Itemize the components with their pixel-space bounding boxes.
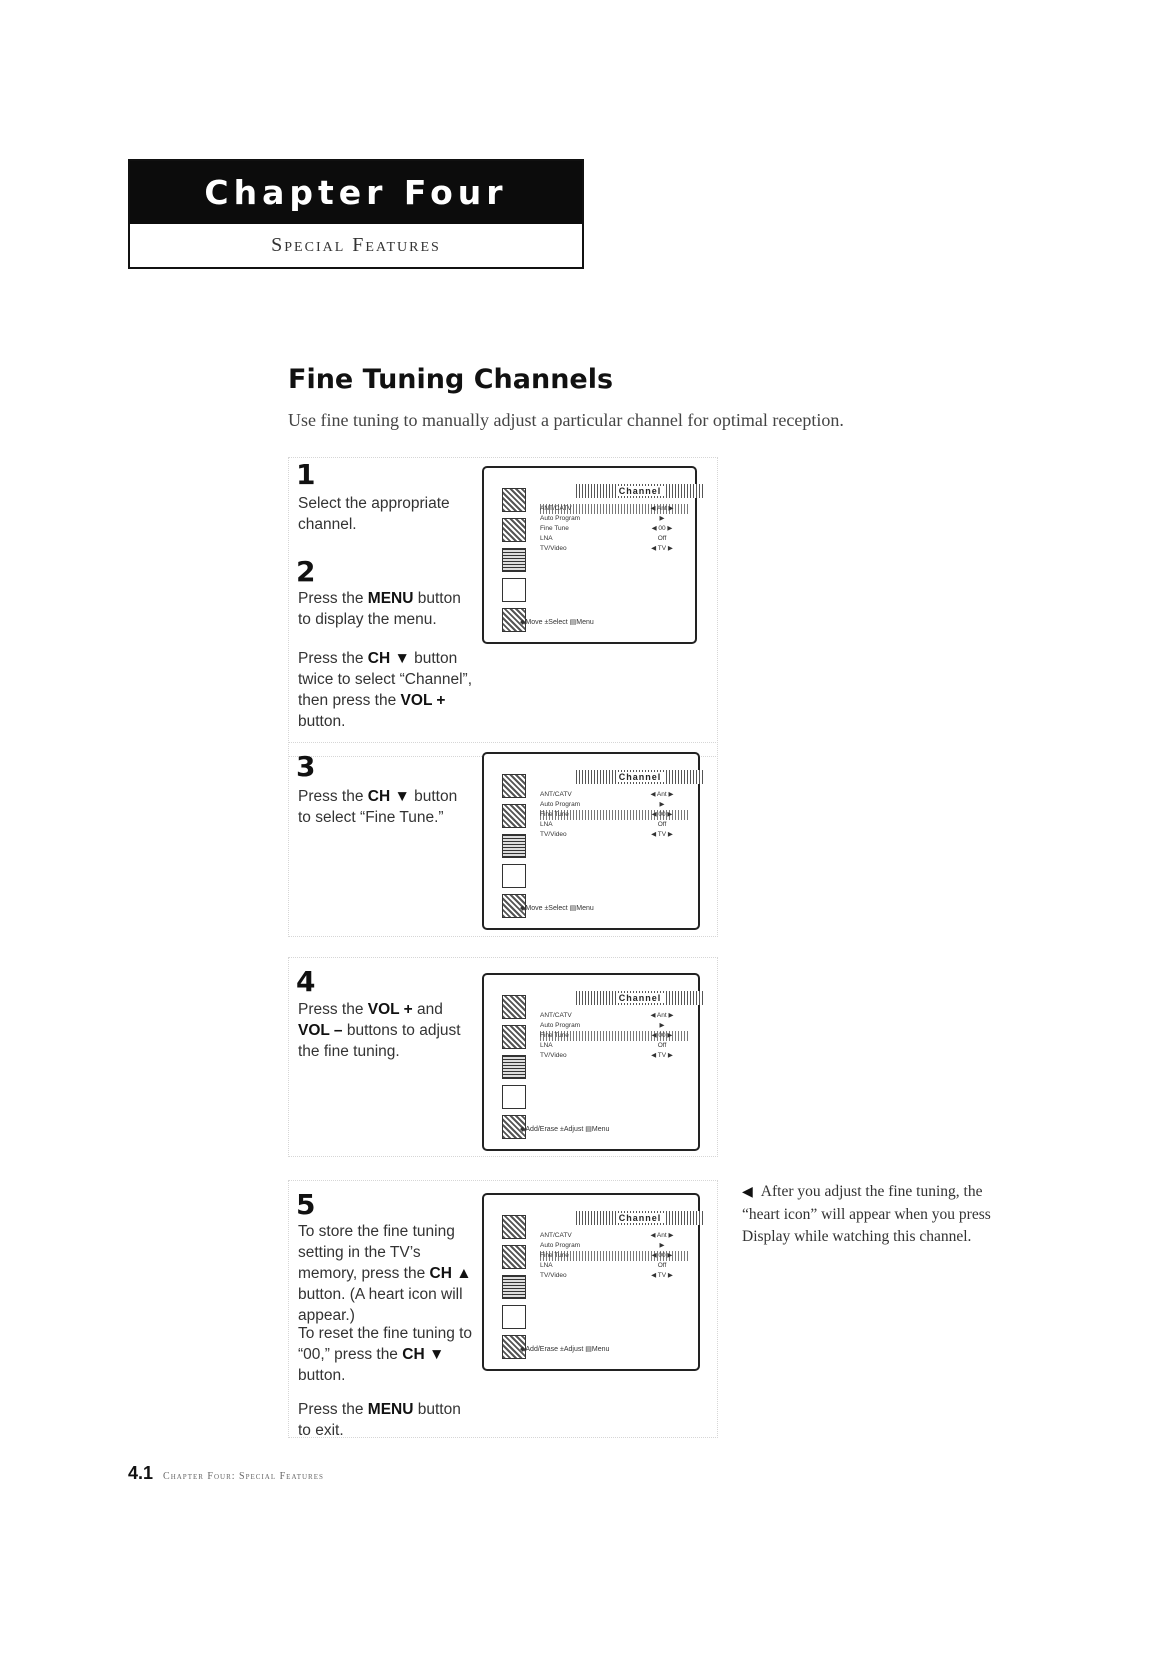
vol-down-label: VOL – — [298, 1022, 343, 1039]
sound-icon — [502, 1245, 526, 1269]
chapter-subtitle: Special Features — [271, 234, 441, 256]
menu-icon-column — [502, 1215, 526, 1365]
picture-icon — [502, 995, 526, 1019]
ch-down-label: CH ▼ — [367, 788, 410, 805]
step-3-text: Press the CH ▼ button to select “Fine Tune.” — [298, 788, 458, 826]
menu-row: ANT/CATV ◀ Ant ▶ — [540, 1232, 674, 1239]
sound-icon — [502, 804, 526, 828]
menu-icon-column — [502, 995, 526, 1145]
menu-row: LNA Off — [540, 821, 667, 828]
step-number: 1 — [296, 458, 316, 491]
side-note — [742, 1181, 1012, 1248]
menu-row: LNA Off — [540, 1042, 667, 1049]
page-number: 4.1 — [128, 1463, 154, 1483]
chapter-title: Chapter Four — [130, 161, 582, 224]
step-5-text-a: To store the fine tuning setting in the TV’s memory, press the CH ▲ button. (A heart icon will appear.) — [298, 1223, 472, 1324]
menu-legend: ◆Add/Erase ±Adjust ▤Menu — [520, 1126, 610, 1133]
menu-icon-column — [502, 774, 526, 924]
step-2-text-a: Press the MENU button to display the menu. — [298, 590, 461, 628]
menu-header: Channel — [576, 484, 704, 498]
picture-icon — [502, 488, 526, 512]
step-1-text: Select the appropriate channel. — [298, 495, 450, 533]
vol-up-label: VOL + — [400, 692, 446, 709]
tv-menu-screen-3 — [482, 973, 700, 1151]
ch-down-label: CH ▼ — [367, 650, 410, 667]
menu-row: Auto Program ▶ — [540, 1022, 665, 1029]
menu-row: ANT/CATV ◀ Ant ▶ — [540, 1012, 674, 1019]
menu-row: Auto Program ▶ — [540, 1242, 665, 1249]
menu-row: LNA Off — [540, 535, 667, 542]
section-intro: Use fine tuning to manually adjust a particular channel for optimal reception. — [288, 410, 844, 430]
menu-row: TV/Video ◀ TV ▶ — [540, 1272, 673, 1279]
menu-legend: ◆Add/Erase ±Adjust ▤Menu — [520, 1346, 610, 1353]
menu-header: Channel — [576, 770, 704, 784]
menu-row: TV/Video ◀ TV ▶ — [540, 831, 673, 838]
vol-up-label: VOL + — [367, 1001, 413, 1018]
side-note-text: After you adjust the fine tuning, the “heart icon” will appear when you press Display while watching this channel. — [742, 1183, 991, 1245]
step-5-text-c: Press the MENU button to exit. — [298, 1401, 461, 1439]
menu-button-label: MENU — [367, 590, 414, 607]
ch-down-label: CH ▼ — [402, 1346, 445, 1363]
channel-icon — [502, 834, 526, 858]
channel-icon — [502, 548, 526, 572]
step-number: 2 — [296, 555, 316, 588]
step-number: 4 — [296, 965, 316, 998]
menu-rows — [540, 504, 690, 554]
menu-row: Auto Program ▶ — [540, 801, 665, 808]
menu-legend: ◆Move ±Select ▤Menu — [520, 905, 594, 912]
section-title: Fine Tuning Channels — [288, 364, 614, 395]
menu-row: Fine Tune ◀ 00 ▶ — [540, 1031, 690, 1041]
sound-icon — [502, 1025, 526, 1049]
step-number: 3 — [296, 750, 316, 783]
ch-up-label: CH ▲ — [429, 1265, 472, 1282]
menu-row: LNA Off — [540, 1262, 667, 1269]
menu-row: ANT/CATV ◀ Ant ▶ — [540, 791, 674, 798]
menu-rows — [540, 790, 690, 840]
menu-icon-column — [502, 488, 526, 638]
tv-menu-screen-2 — [482, 752, 700, 930]
tv-menu-screen-1 — [482, 466, 697, 644]
menu-rows — [540, 1231, 690, 1281]
page-footer — [128, 1463, 324, 1484]
footer-text: Chapter Four: Special Features — [163, 1471, 324, 1482]
menu-row: ANT/CATV ◀ Ant ▶ — [540, 504, 690, 514]
setup-icon — [502, 864, 526, 888]
menu-rows — [540, 1011, 690, 1061]
tv-menu-screen-4 — [482, 1193, 700, 1371]
channel-icon — [502, 1275, 526, 1299]
menu-row: Auto Program ▶ — [540, 515, 665, 522]
chapter-header — [128, 159, 584, 269]
menu-header: Channel — [576, 991, 704, 1005]
setup-icon — [502, 1305, 526, 1329]
menu-row: Fine Tune ◀ 00 ▶ — [540, 1251, 690, 1261]
menu-row: TV/Video ◀ TV ▶ — [540, 1052, 673, 1059]
menu-button-label: MENU — [367, 1401, 414, 1418]
menu-header: Channel — [576, 1211, 704, 1225]
menu-legend: ◆Move ±Select ▤Menu — [520, 619, 594, 626]
picture-icon — [502, 1215, 526, 1239]
channel-icon — [502, 1055, 526, 1079]
menu-row: Fine Tune ◀ 00 ▶ — [540, 810, 690, 820]
pointer-arrow-icon: ◀ — [742, 1185, 753, 1200]
sound-icon — [502, 518, 526, 542]
step-4-text: Press the VOL + and VOL – buttons to adjust the fine tuning. — [298, 1001, 461, 1060]
menu-row: TV/Video ◀ TV ▶ — [540, 545, 673, 552]
setup-icon — [502, 1085, 526, 1109]
setup-icon — [502, 578, 526, 602]
picture-icon — [502, 774, 526, 798]
step-2-text-b: Press the CH ▼ button twice to select “Channel”, then press the VOL + button. — [298, 650, 473, 730]
step-number: 5 — [296, 1188, 316, 1221]
menu-row: Fine Tune ◀ 00 ▶ — [540, 525, 673, 532]
step-5-text-b: To reset the fine tuning to “00,” press the CH ▼ button. — [298, 1325, 473, 1384]
